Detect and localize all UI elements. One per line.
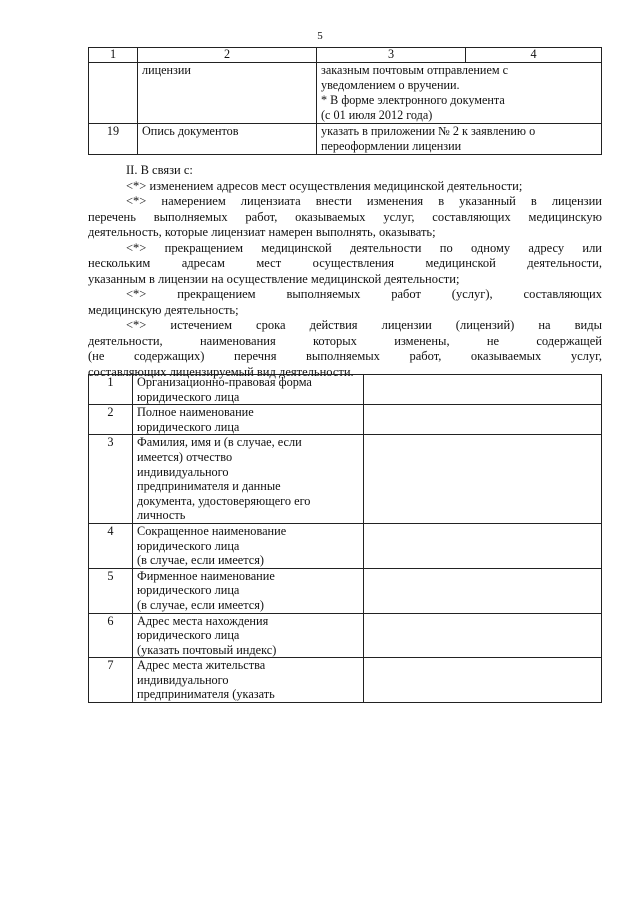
row-label-cell <box>133 405 364 435</box>
table-row <box>89 568 602 613</box>
value-input-cell[interactable] <box>364 375 602 405</box>
value-input-cell[interactable] <box>364 435 602 524</box>
reason-line: <*> истечением срока действия лицензии (лицензий) на виды <box>126 318 602 332</box>
value-input-cell[interactable] <box>364 405 602 435</box>
reason-line: (не содержащих) перечня выполняемых работ, оказываемых услуг, <box>88 349 602 363</box>
row-number-cell <box>89 63 138 124</box>
row-label-cell <box>133 523 364 568</box>
row-number-cell: 7 <box>89 658 133 703</box>
reason-line: медицинскую деятельность; <box>88 302 239 317</box>
reason-item <box>88 241 602 288</box>
cell-line: юридического лица <box>137 389 240 404</box>
row-label-cell <box>138 63 317 124</box>
value-input-cell[interactable] <box>364 658 602 703</box>
section-ii <box>88 163 602 380</box>
cell-line: юридического лица <box>137 538 240 553</box>
cell-line: * В форме электронного документа <box>321 93 505 107</box>
cell-line: указать в приложении № 2 к заявлению о <box>321 124 536 138</box>
reason-line: перечень выполняемых работ, оказываемых услуг, составляющих медицинскую <box>88 209 602 224</box>
cell-line: уведомлением о вручении. <box>321 78 460 92</box>
cell-line: юридического лица <box>137 628 240 643</box>
table-row <box>89 435 602 524</box>
reason-item <box>88 287 602 318</box>
cell-line: предпринимателя (указать <box>137 687 275 702</box>
applicant-info-table <box>88 374 602 703</box>
table-row <box>89 658 602 703</box>
cell-line: документа, удостоверяющего его <box>137 493 311 508</box>
cell-line: Адрес места нахождения <box>137 613 269 628</box>
row-number-cell: 19 <box>89 124 138 155</box>
value-input-cell[interactable] <box>364 613 602 658</box>
reason-line: составляющих лицензируемый вид деятельности. <box>88 364 354 379</box>
reason-line: <*> прекращением медицинской деятельности по одному адресу или <box>126 240 602 255</box>
row-label-cell <box>133 658 364 703</box>
page-number: 5 <box>317 30 323 42</box>
table-row <box>89 405 602 435</box>
row-value-cell <box>317 124 602 155</box>
row-number-cell: 6 <box>89 613 133 658</box>
reason-line: деятельность, которые лицензиат намерен выполнять, оказывать; <box>88 225 436 239</box>
value-input-cell[interactable] <box>364 568 602 613</box>
reason-line: <*> прекращением выполняемых работ (услуг), составляющих <box>126 287 602 301</box>
row-number-cell: 1 <box>89 375 133 405</box>
column-header-4: 4 <box>466 48 602 63</box>
reason-item <box>88 318 602 380</box>
row-label-cell <box>133 613 364 658</box>
cell-line: (в случае, если имеется) <box>137 553 264 568</box>
row-label-cell <box>133 375 364 405</box>
cell-line: Адрес места жительства <box>137 658 266 673</box>
column-header-2: 2 <box>138 48 317 63</box>
cell-line: Фамилия, имя и (в случае, если <box>137 435 302 450</box>
row-label-cell <box>133 568 364 613</box>
cell-line: Организационно-правовая форма <box>137 375 312 389</box>
license-details-table <box>88 47 602 155</box>
reason-line: нескольким адресам мест осуществления медицинской деятельности, <box>88 256 602 270</box>
row-number-cell: 4 <box>89 523 133 568</box>
section-title: II. В связи с: <box>126 163 193 177</box>
cell-line: индивидуального <box>137 464 229 479</box>
table-row <box>89 523 602 568</box>
table-row <box>89 124 602 155</box>
value-input-cell[interactable] <box>364 523 602 568</box>
row-number-cell: 5 <box>89 568 133 613</box>
cell-line: лицензии <box>142 63 191 77</box>
cell-line: переоформлении лицензии <box>321 139 462 153</box>
table-row <box>89 613 602 658</box>
reason-line: указанным в лицензии на осуществление медицинской деятельности; <box>88 271 460 286</box>
reason-item <box>88 179 602 195</box>
cell-line: индивидуального <box>137 672 229 687</box>
cell-line: заказным почтовым отправлением с <box>321 63 509 77</box>
row-value-cell <box>317 63 602 124</box>
column-header-1: 1 <box>89 48 138 63</box>
table-row <box>89 63 602 124</box>
cell-line: (с 01 июля 2012 года) <box>321 108 433 122</box>
reason-line: <*> изменением адресов мест осуществления медицинской деятельности; <box>126 178 523 193</box>
cell-line: Полное наименование <box>137 405 254 420</box>
reason-item <box>88 194 602 241</box>
cell-line: (в случае, если имеется) <box>137 597 264 612</box>
cell-line: предпринимателя и данные <box>137 479 281 494</box>
cell-line: юридического лица <box>137 419 240 434</box>
column-header-3: 3 <box>317 48 466 63</box>
table-row <box>89 375 602 405</box>
table-header-row <box>89 48 602 63</box>
cell-line: имеется) отчество <box>137 449 233 464</box>
row-number-cell: 2 <box>89 405 133 435</box>
reason-line: <*> намерением лицензиата внести изменения в указанный в лицензии <box>126 194 602 208</box>
row-label-cell <box>133 435 364 524</box>
cell-line: (указать почтовый индекс) <box>137 642 277 657</box>
cell-line: юридического лица <box>137 583 240 598</box>
cell-line: Фирменное наименование <box>137 568 275 583</box>
row-label-cell: Опись документов <box>138 124 317 155</box>
row-number-cell: 3 <box>89 435 133 524</box>
cell-line: Сокращенное наименование <box>137 523 287 538</box>
reason-line: деятельности, наименования которых изменены, не содержащей <box>88 333 602 348</box>
cell-line: личность <box>137 508 186 523</box>
